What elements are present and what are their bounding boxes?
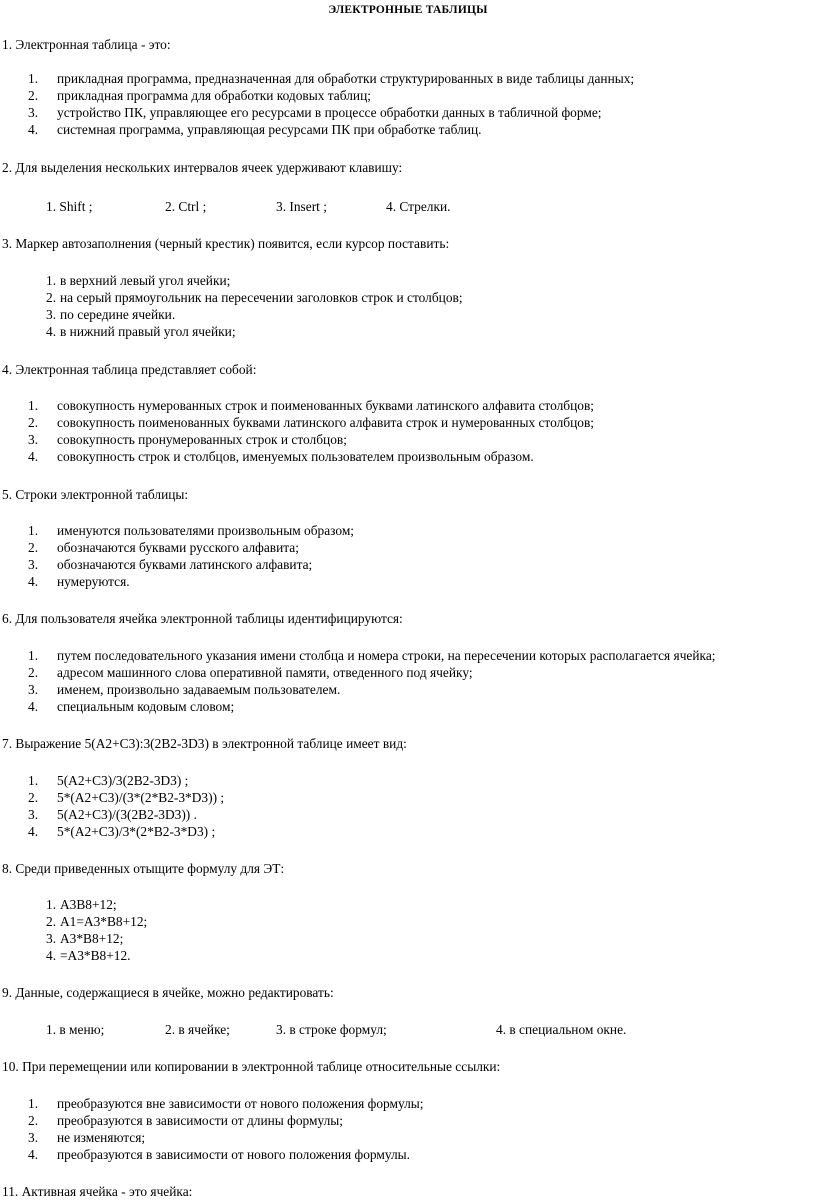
option-text: A1=A3*B8+12; bbox=[60, 914, 148, 929]
option-text: прикладная программа, предназначенная для обработки структурированных в виде таблицы данных; bbox=[57, 71, 635, 86]
option-text: нумеруются. bbox=[57, 574, 130, 589]
option-number: 1. bbox=[28, 648, 39, 663]
option-number: 3. bbox=[28, 1130, 39, 1145]
option-text: 5*(A2+C3)/(3*(2*B2-3*D3)) ; bbox=[57, 790, 225, 805]
option-number: 3. bbox=[46, 307, 57, 322]
option-text: преобразуются вне зависимости от нового положения формулы; bbox=[57, 1096, 424, 1111]
option-number: 2. bbox=[28, 88, 39, 103]
option-number: 4. bbox=[28, 574, 39, 589]
q9-option-3: 3. в строке формул; bbox=[276, 1022, 387, 1037]
option-text: специальным кодовым словом; bbox=[57, 699, 235, 714]
option-number: 1. bbox=[46, 897, 57, 912]
option-number: 3. bbox=[28, 682, 39, 697]
question-3: 3. Маркер автозаполнения (черный крестик) появится, если курсор поставить: bbox=[2, 236, 450, 251]
option-text: =A3*B8+12. bbox=[60, 948, 131, 963]
q2-option-4: 4. Стрелки. bbox=[386, 199, 451, 214]
option-text: по середине ячейки. bbox=[60, 307, 176, 322]
option-text: прикладная программа для обработки кодовых таблиц; bbox=[57, 88, 371, 103]
option-text: системная программа, управляющая ресурсами ПК при обработке таблиц. bbox=[57, 122, 482, 137]
option-number: 4. bbox=[28, 699, 39, 714]
option-number: 1. bbox=[46, 273, 57, 288]
option-number: 2. bbox=[46, 914, 57, 929]
option-text: обозначаются буквами русского алфавита; bbox=[57, 540, 299, 555]
question-10: 10. При перемещении или копировании в электронной таблице относительные ссылки: bbox=[2, 1059, 501, 1074]
option-text: A3*B8+12; bbox=[60, 931, 124, 946]
option-number: 2. bbox=[46, 290, 57, 305]
question-2: 2. Для выделения нескольких интервалов ячеек удерживают клавишу: bbox=[2, 160, 403, 175]
option-number: 2. bbox=[28, 540, 39, 555]
option-number: 3. bbox=[28, 105, 39, 120]
question-6: 6. Для пользователя ячейка электронной таблицы идентифицируются: bbox=[2, 611, 403, 626]
option-text: 5(A2+C3)/(3(2B2-3D3)) . bbox=[57, 807, 197, 822]
option-text: на серый прямоугольник на пересечении заголовков строк и столбцов; bbox=[60, 290, 463, 305]
option-text: совокупность нумерованных строк и поименованных буквами латинского алфавита столбцов; bbox=[57, 398, 595, 413]
option-number: 4. bbox=[28, 824, 39, 839]
option-number: 4. bbox=[28, 122, 39, 137]
option-number: 2. bbox=[28, 415, 39, 430]
option-text: преобразуются в зависимости от длины формулы; bbox=[57, 1113, 343, 1128]
document-title: ЭЛЕКТРОННЫЕ ТАБЛИЦЫ bbox=[328, 4, 488, 16]
option-text: именем, произвольно задаваемым пользователем. bbox=[57, 682, 341, 697]
option-number: 1. bbox=[28, 523, 39, 538]
q9-option-1: 1. в меню; bbox=[46, 1022, 105, 1037]
option-number: 3. bbox=[28, 432, 39, 447]
option-text: устройство ПК, управляющее его ресурсами в процессе обработки данных в табличной форме; bbox=[57, 105, 602, 120]
option-text: совокупность строк и столбцов, именуемых пользователем произвольным образом. bbox=[57, 449, 534, 464]
q2-option-3: 3. Insert ; bbox=[276, 199, 327, 214]
option-text: обозначаются буквами латинского алфавита; bbox=[57, 557, 313, 572]
option-text: именуются пользователями произвольным образом; bbox=[57, 523, 355, 538]
option-text: путем последовательного указания имени столбца и номера строки, на пересечении которых располагается ячейка; bbox=[57, 648, 716, 663]
question-1: 1. Электронная таблица - это: bbox=[2, 37, 171, 52]
option-text: в верхний левый угол ячейки; bbox=[60, 273, 231, 288]
option-number: 2. bbox=[28, 665, 39, 680]
option-text: адресом машинного слова оперативной памяти, отведенного под ячейку; bbox=[57, 665, 473, 680]
option-number: 4. bbox=[28, 1147, 39, 1162]
question-11: 11. Активная ячейка - это ячейка: bbox=[2, 1184, 193, 1199]
option-text: 5*(A2+C3)/3*(2*B2-3*D3) ; bbox=[57, 824, 216, 839]
option-text: A3B8+12; bbox=[60, 897, 117, 912]
option-number: 4. bbox=[46, 948, 57, 963]
option-number: 4. bbox=[28, 449, 39, 464]
option-number: 1. bbox=[28, 398, 39, 413]
option-number: 2. bbox=[28, 790, 39, 805]
question-8: 8. Среди приведенных отыщите формулу для ЭТ: bbox=[2, 861, 285, 876]
option-number: 3. bbox=[46, 931, 57, 946]
question-7: 7. Выражение 5(A2+C3):3(2B2-3D3) в электронной таблице имеет вид: bbox=[2, 736, 407, 751]
option-text: преобразуются в зависимости от нового положения формулы. bbox=[57, 1147, 411, 1162]
option-number: 2. bbox=[28, 1113, 39, 1128]
option-number: 1. bbox=[28, 773, 39, 788]
question-4: 4. Электронная таблица представляет собой: bbox=[2, 362, 257, 377]
option-number: 1. bbox=[28, 71, 39, 86]
option-number: 3. bbox=[28, 807, 39, 822]
option-number: 3. bbox=[28, 557, 39, 572]
option-number: 4. bbox=[46, 324, 57, 339]
question-9: 9. Данные, содержащиеся в ячейке, можно редактировать: bbox=[2, 985, 334, 1000]
option-text: не изменяются; bbox=[57, 1130, 146, 1145]
option-text: 5(A2+C3)/3(2B2-3D3) ; bbox=[57, 773, 189, 788]
question-5: 5. Строки электронной таблицы: bbox=[2, 487, 189, 502]
option-text: совокупность поименованных буквами латинского алфавита строк и нумерованных столбцов; bbox=[57, 415, 595, 430]
option-text: в нижний правый угол ячейки; bbox=[60, 324, 236, 339]
option-text: совокупность пронумерованных строк и столбцов; bbox=[57, 432, 347, 447]
q9-option-4: 4. в специальном окне. bbox=[496, 1022, 627, 1037]
option-number: 1. bbox=[28, 1096, 39, 1111]
q9-option-2: 2. в ячейке; bbox=[165, 1022, 230, 1037]
q2-option-1: 1. Shift ; bbox=[46, 199, 93, 214]
q2-option-2: 2. Ctrl ; bbox=[165, 199, 207, 214]
